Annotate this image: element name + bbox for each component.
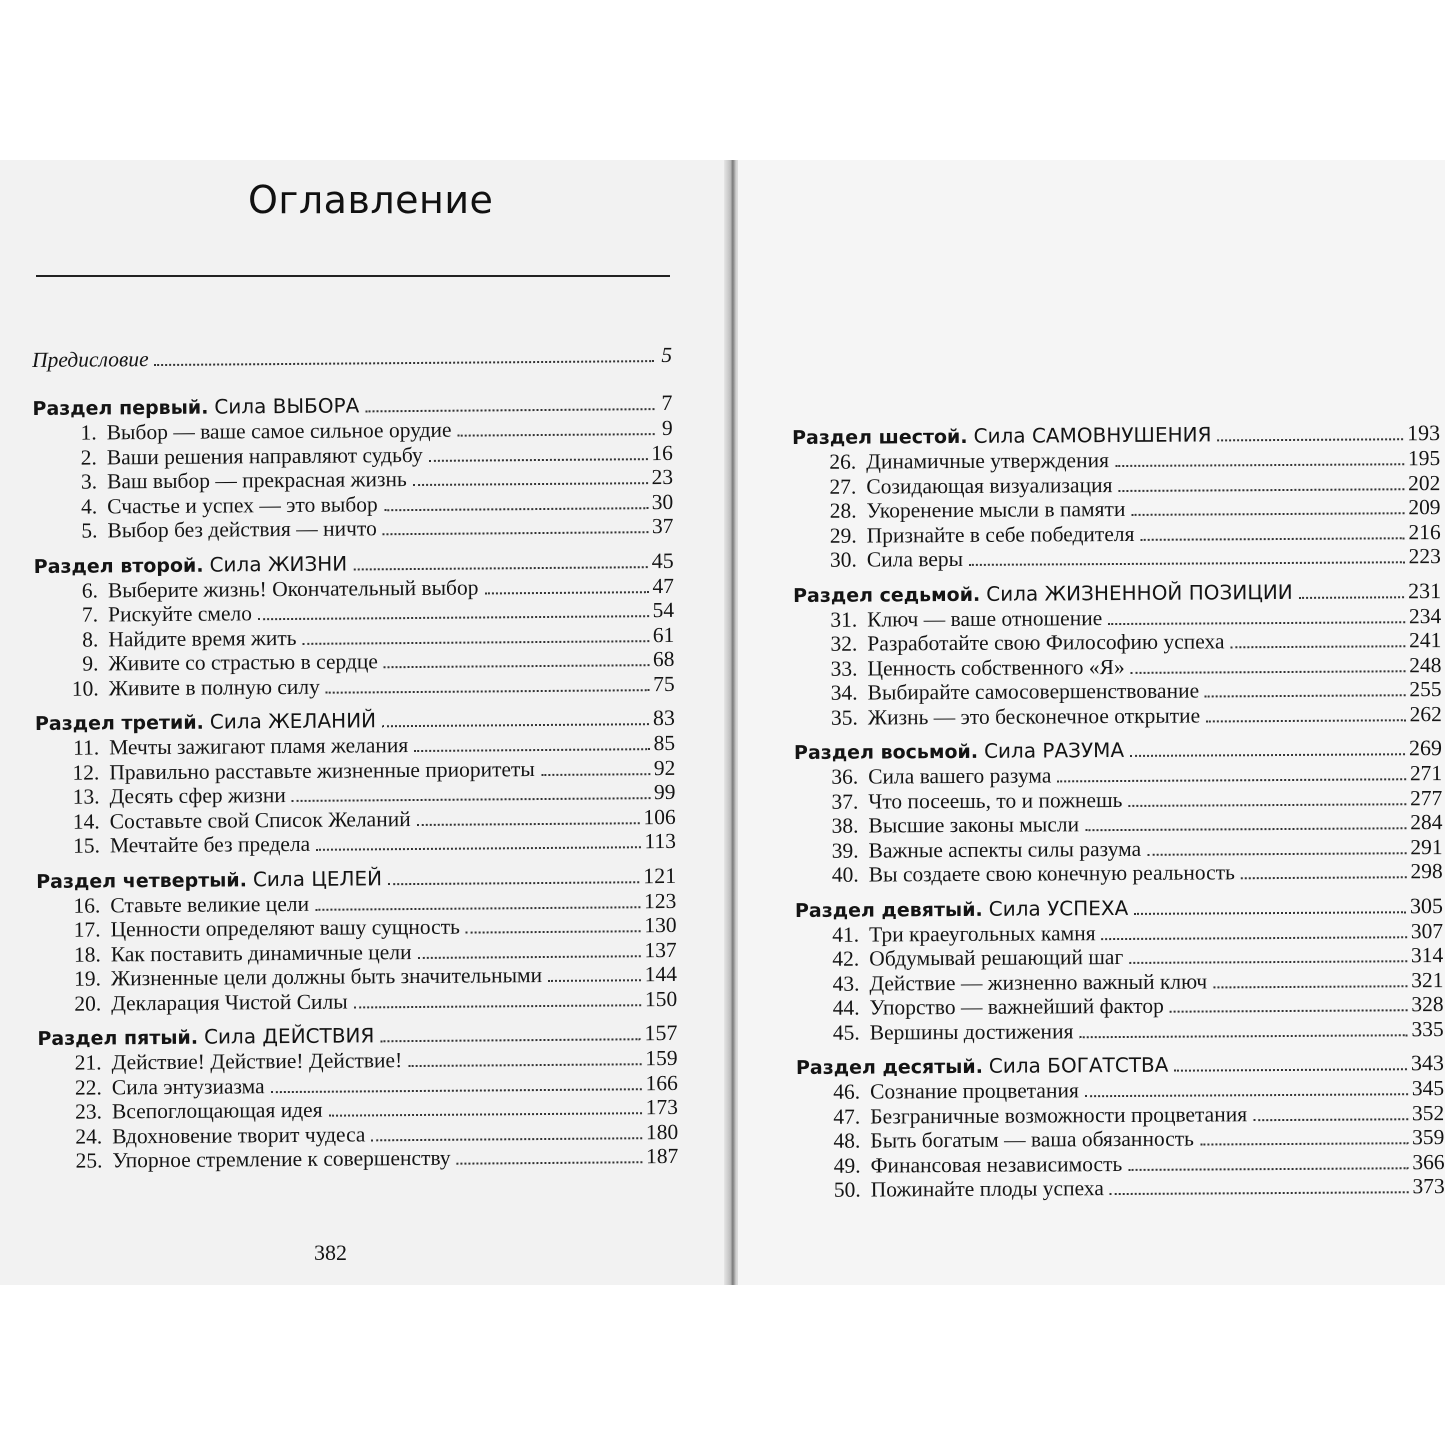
chapter-title: Вершины достижения [869,1018,1074,1045]
page-ref: 7 [661,389,673,416]
chapter-title: Ваши решения направляют судьбу [106,442,423,469]
dot-leader [384,664,649,668]
dot-leader [1131,670,1406,674]
chapter-number: 28. [829,498,857,523]
chapter-number: 31. [830,607,858,632]
dot-leader [1128,1167,1408,1171]
chapter-number: 17. [73,917,101,942]
part-name: Сила ДЕЙСТВИЯ [203,1023,375,1049]
chapter-title: Финансовая независимость [870,1151,1123,1178]
page-ref: 345 [1411,1076,1445,1101]
page-ref: 269 [1408,735,1443,761]
toc-chapter-row [794,702,1442,730]
toc-part-heading [796,1050,1444,1080]
chapter-number: 8. [82,626,99,652]
dot-leader [1057,778,1406,782]
chapter-number: 15. [72,833,101,858]
page-ref: 193 [1406,420,1441,446]
chapter-number: 21. [74,1050,102,1075]
dot-leader [1206,719,1405,722]
page-ref: 277 [1409,785,1443,810]
chapter-number: 38. [831,813,859,838]
dot-leader [1134,911,1406,915]
chapter-number: 24. [75,1123,103,1149]
part-label: Раздел шестой. [792,425,968,449]
toc-part-heading [792,420,1440,450]
book-spread [0,160,1445,1285]
chapter-title: Что посеешь, то и пожнешь [868,787,1123,814]
chapter-title: Составьте свой Список Желаний [109,806,411,833]
chapter-number: 50. [833,1177,861,1202]
chapter-title: Признайте в себе победителя [866,521,1135,548]
dot-leader [353,566,647,570]
chapter-title: Ценность собственного «Я» [867,654,1125,681]
chapter-number: 25. [75,1148,103,1173]
page-ref: 144 [644,961,678,987]
page-ref: 352 [1411,1100,1445,1125]
chapter-number: 26. [829,449,857,474]
chapter-title: Мечтайте без предела [109,831,311,858]
page-ref: 150 [644,986,678,1011]
page-ref: 248 [1409,652,1442,677]
chapter-title: Сила энтузиазма [111,1073,265,1099]
chapter-number: 4. [81,493,98,519]
page-ref: 45 [651,547,674,573]
chapter-title: Мечты зажигают пламя желания [109,733,409,760]
chapter-number: 22. [74,1074,102,1100]
dot-leader [548,979,641,982]
chapter-title: Вы создаете свою конечную реальность [868,860,1235,887]
chapter-number: 16. [73,892,101,918]
toc-chapter-row [795,859,1443,887]
page-ref: 68 [652,646,675,672]
chapter-number: 36. [831,764,859,789]
page-ref: 23 [651,464,674,490]
chapter-number: 44. [832,995,860,1020]
chapter-number: 43. [832,971,860,996]
dot-leader [458,433,655,437]
chapter-title: Выбор без действия — ничто [107,516,377,543]
chapter-number: 47. [833,1104,861,1129]
page-ref: 30 [651,489,674,514]
chapter-title: Упорство — важнейший фактор [869,993,1164,1020]
dot-leader [1079,1034,1407,1038]
chapter-title: Действие! Действие! Действие! [111,1048,403,1075]
chapter-title: Сила вашего разума [868,763,1052,789]
page-ref: 321 [1411,967,1444,992]
chapter-number: 32. [830,631,858,656]
page-ref: 37 [651,513,674,539]
chapter-title: Ценности определяют вашу сущность [110,914,460,942]
page-ref: 123 [644,888,677,913]
page-ref: 75 [653,671,675,696]
page-ref: 343 [1410,1050,1444,1076]
chapter-title: Высшие законы мысли [868,812,1080,838]
dot-leader [354,1004,641,1008]
chapter-number: 12. [72,759,100,785]
dot-leader [1174,1068,1407,1071]
toc-chapter-row [797,1174,1445,1202]
page-ref: 241 [1409,628,1442,653]
page-ref: 106 [643,804,676,829]
page-ref: 83 [652,704,676,731]
page-ref: 130 [644,912,677,938]
dot-leader [457,1161,643,1164]
part-name: Сила ЖЕЛАНИЙ [209,708,377,734]
chapter-title: Как поставить динамичные цели [110,939,412,966]
part-name: Сила ЖИЗНЕННОЙ ПОЗИЦИИ [986,579,1293,606]
chapter-title: Важные аспекты силы разума [868,836,1142,863]
dot-leader [258,615,649,620]
preface-title: Предисловие [32,347,149,372]
chapter-title: Безграничные возможности процветания [870,1101,1248,1129]
dot-leader [417,822,640,826]
right-page [738,160,1445,1285]
toc-chapter-row [33,514,673,544]
dot-leader [1085,1093,1408,1097]
chapter-title: Пожинайте плоды успеха [870,1176,1104,1202]
toc-chapter-row [37,986,677,1016]
toc-chapter-row [793,544,1441,572]
part-label: Раздел третий. [34,711,204,735]
page-ref: 195 [1407,446,1441,471]
toc-chapter-row [35,671,675,701]
page-ref: 92 [653,755,676,780]
page-ref: 121 [643,862,677,888]
dot-leader [541,773,650,776]
page-ref: 255 [1409,677,1442,702]
page-ref: 298 [1410,859,1443,884]
dot-leader [1115,463,1404,467]
page-ref: 262 [1409,701,1442,726]
chapter-number: 23. [75,1099,103,1124]
page-ref: 366 [1412,1149,1445,1174]
chapter-number: 10. [71,675,99,701]
chapter-number: 19. [73,966,102,991]
chapter-title: Обдумывай решающий шаг [869,944,1124,971]
chapter-number: 46. [833,1079,861,1104]
dot-leader [380,1038,640,1042]
chapter-title: Жизненные цели должны быть значительными [110,963,543,991]
chapter-number: 41. [832,922,860,947]
title-rule [36,275,670,277]
dot-leader [484,591,648,594]
dot-leader [1217,438,1403,441]
page-ref: 307 [1410,918,1444,943]
page-ref: 216 [1408,519,1441,544]
page-ref: 223 [1408,544,1441,569]
chapter-number: 3. [80,469,98,494]
chapter-title: Упорное стремление к совершенству [112,1145,451,1173]
toc-chapter-row [36,829,676,859]
page-ref: 99 [653,779,676,805]
dot-leader [1200,1142,1408,1145]
page-ref: 231 [1407,577,1442,603]
chapter-number: 13. [72,784,100,809]
chapter-number: 14. [72,808,100,834]
page-ref: 359 [1412,1125,1445,1150]
page-ref: 373 [1412,1174,1445,1199]
chapter-title: Правильно расставьте жизненные приоритеты [109,756,535,784]
part-name: Сила САМОВНУШЕНИЯ [973,422,1212,448]
page-ref: 271 [1409,761,1443,786]
chapter-title: Сознание процветания [870,1078,1079,1104]
dot-leader [384,507,648,511]
page-ref: 291 [1410,834,1443,859]
part-label: Раздел восьмой. [793,740,979,764]
chapter-number: 33. [830,656,858,681]
dot-leader [316,846,640,851]
chapter-number: 37. [831,789,859,814]
dot-leader [414,748,649,752]
chapter-title: Сила веры [866,546,964,572]
dot-leader [1131,512,1404,516]
chapter-number: 35. [830,705,858,730]
chapter-title: Ключ — ваше отношение [867,605,1103,632]
part-label: Раздел первый. [32,396,209,420]
part-name: Сила ЦЕЛЕЙ [252,865,383,891]
dot-leader [1118,488,1404,492]
dot-leader [1299,596,1404,599]
chapter-number: 9. [82,651,99,676]
dot-leader [1110,1191,1409,1195]
part-name: Сила ЖИЗНИ [209,551,348,577]
part-label: Раздел седьмой. [792,583,981,607]
part-name: Сила УСПЕХА [988,895,1129,921]
dot-leader [1205,694,1405,697]
dot-leader [383,531,648,535]
dot-leader [365,408,654,412]
page-ref: 157 [644,1019,678,1046]
chapter-number: 7. [81,602,99,627]
chapter-title: Укоренение мысли в памяти [866,496,1126,523]
chapter-title: Ваш выбор — прекрасная жизнь [106,467,407,494]
chapter-title: Выбор — ваше самое сильное орудие [106,417,452,445]
chapter-title: Живите в полную силу [108,674,320,700]
chapter-title: Декларация Чистой Силы [111,989,348,1015]
dot-leader [418,955,641,959]
chapter-title: Вдохновение творит чудеса [112,1121,366,1148]
toc-right [792,420,1445,1202]
dot-leader [1128,803,1406,807]
page-ref: 166 [645,1070,678,1095]
chapter-title: Быть богатым — ваша обязанность [870,1126,1195,1153]
chapter-number: 2. [80,444,97,470]
part-label: Раздел пятый. [37,1026,199,1050]
page-ref: 159 [645,1045,678,1071]
dot-leader [1170,1009,1407,1012]
chapter-title: Выбирайте самосовершенствование [867,678,1200,705]
dot-leader [1130,753,1405,757]
chapter-title: Живите со страстью в сердце [108,649,378,676]
page-ref: 284 [1410,810,1443,835]
chapter-title: Три краеугольных камня [869,920,1096,947]
page-ref: 209 [1408,495,1441,520]
dot-leader [969,561,1404,566]
part-name: Сила БОГАТСТВА [988,1052,1169,1078]
page-ref: 16 [651,440,673,465]
dot-leader [1241,876,1407,879]
page-ref: 234 [1408,603,1442,628]
dot-leader [1129,960,1407,964]
chapter-number: 11. [72,735,100,760]
chapter-number: 27. [829,474,857,499]
chapter-title: Действие — жизненно важный ключ [869,968,1208,996]
dot-leader [1213,985,1407,988]
toc-left [32,343,678,1174]
chapter-title: Динамичные утверждения [866,448,1110,474]
page-ref: 335 [1411,1016,1444,1041]
chapter-title: Найдите время жить [108,625,297,651]
chapter-number: 34. [830,680,858,705]
dot-leader [1102,936,1407,940]
dot-leader [1147,852,1406,856]
chapter-number: 6. [81,577,98,603]
chapter-number: 39. [831,838,859,863]
chapter-title: Ставьте великие цели [110,891,310,917]
chapter-number: 20. [74,990,102,1016]
chapter-number: 29. [829,523,857,548]
dot-leader [1140,537,1404,541]
chapter-title: Разработайте свою Философию успеха [867,629,1225,656]
dot-leader [429,458,648,462]
dot-leader [1231,645,1406,648]
chapter-number: 5. [81,518,98,543]
page-ref: 113 [644,828,676,854]
chapter-number: 1. [80,420,97,445]
part-label: Раздел четвертый. [36,868,248,893]
page-ref: 202 [1408,470,1441,495]
part-label: Раздел десятый. [795,1055,983,1079]
toc-part-heading [793,578,1441,608]
chapter-title: Десять сфер жизни [109,783,286,809]
page-ref: 54 [652,597,675,623]
chapter-number: 48. [833,1128,861,1153]
chapter-number: 30. [829,547,857,572]
toc-chapter-row [796,1017,1444,1045]
part-name: Сила ВЫБОРА [214,393,360,419]
dot-leader [466,930,640,933]
dot-leader [303,640,649,645]
dot-leader [382,723,649,727]
chapter-title: Счастье и успех — это выбор [107,491,378,518]
page-ref: 137 [644,937,677,962]
dot-leader [292,797,650,802]
page-ref: 328 [1411,992,1444,1017]
dot-leader [315,906,640,911]
chapter-title: Созидающая визуализация [866,472,1113,499]
chapter-title: Выберите жизнь! Окончательный выбор [107,575,479,602]
dot-leader [329,1112,642,1116]
part-label: Раздел второй. [33,554,204,578]
toc-part-heading [795,893,1443,923]
part-name: Сила РАЗУМА [983,737,1125,763]
dot-leader [1085,827,1406,831]
toc-part-heading [794,735,1442,765]
page-ref: 5 [661,342,673,368]
page-title: Оглавление [248,178,494,222]
part-label: Раздел девятый. [794,898,983,922]
page-ref: 187 [646,1143,679,1169]
dot-leader [413,482,648,486]
chapter-number: 45. [832,1020,860,1045]
chapter-number: 40. [831,862,859,887]
dot-leader [1253,1118,1408,1121]
page-ref: 61 [652,622,675,647]
chapter-title: Всепоглощающая идея [111,1097,323,1124]
dot-leader [388,881,639,885]
chapter-title: Рискуйте смело [108,601,253,627]
dot-leader [408,1063,641,1067]
chapter-title: Жизнь — это бесконечное открытие [867,703,1201,730]
dot-leader [371,1137,642,1141]
chapter-number: 49. [833,1153,861,1178]
dot-leader [326,689,649,694]
toc-chapter-row [38,1144,678,1174]
left-page [0,160,727,1285]
chapter-number: 18. [73,941,101,967]
page-ref: 173 [645,1094,679,1120]
dot-leader [155,360,655,366]
dot-leader [271,1088,642,1093]
page-ref: 9 [661,415,673,441]
chapter-number: 42. [832,946,860,971]
page-ref: 85 [653,730,676,756]
page-ref: 314 [1410,943,1444,968]
page-ref: 47 [652,573,674,598]
page-ref: 305 [1409,892,1444,918]
page-ref: 180 [645,1119,679,1144]
dot-leader [1108,621,1405,625]
page-number: 382 [314,1240,347,1265]
